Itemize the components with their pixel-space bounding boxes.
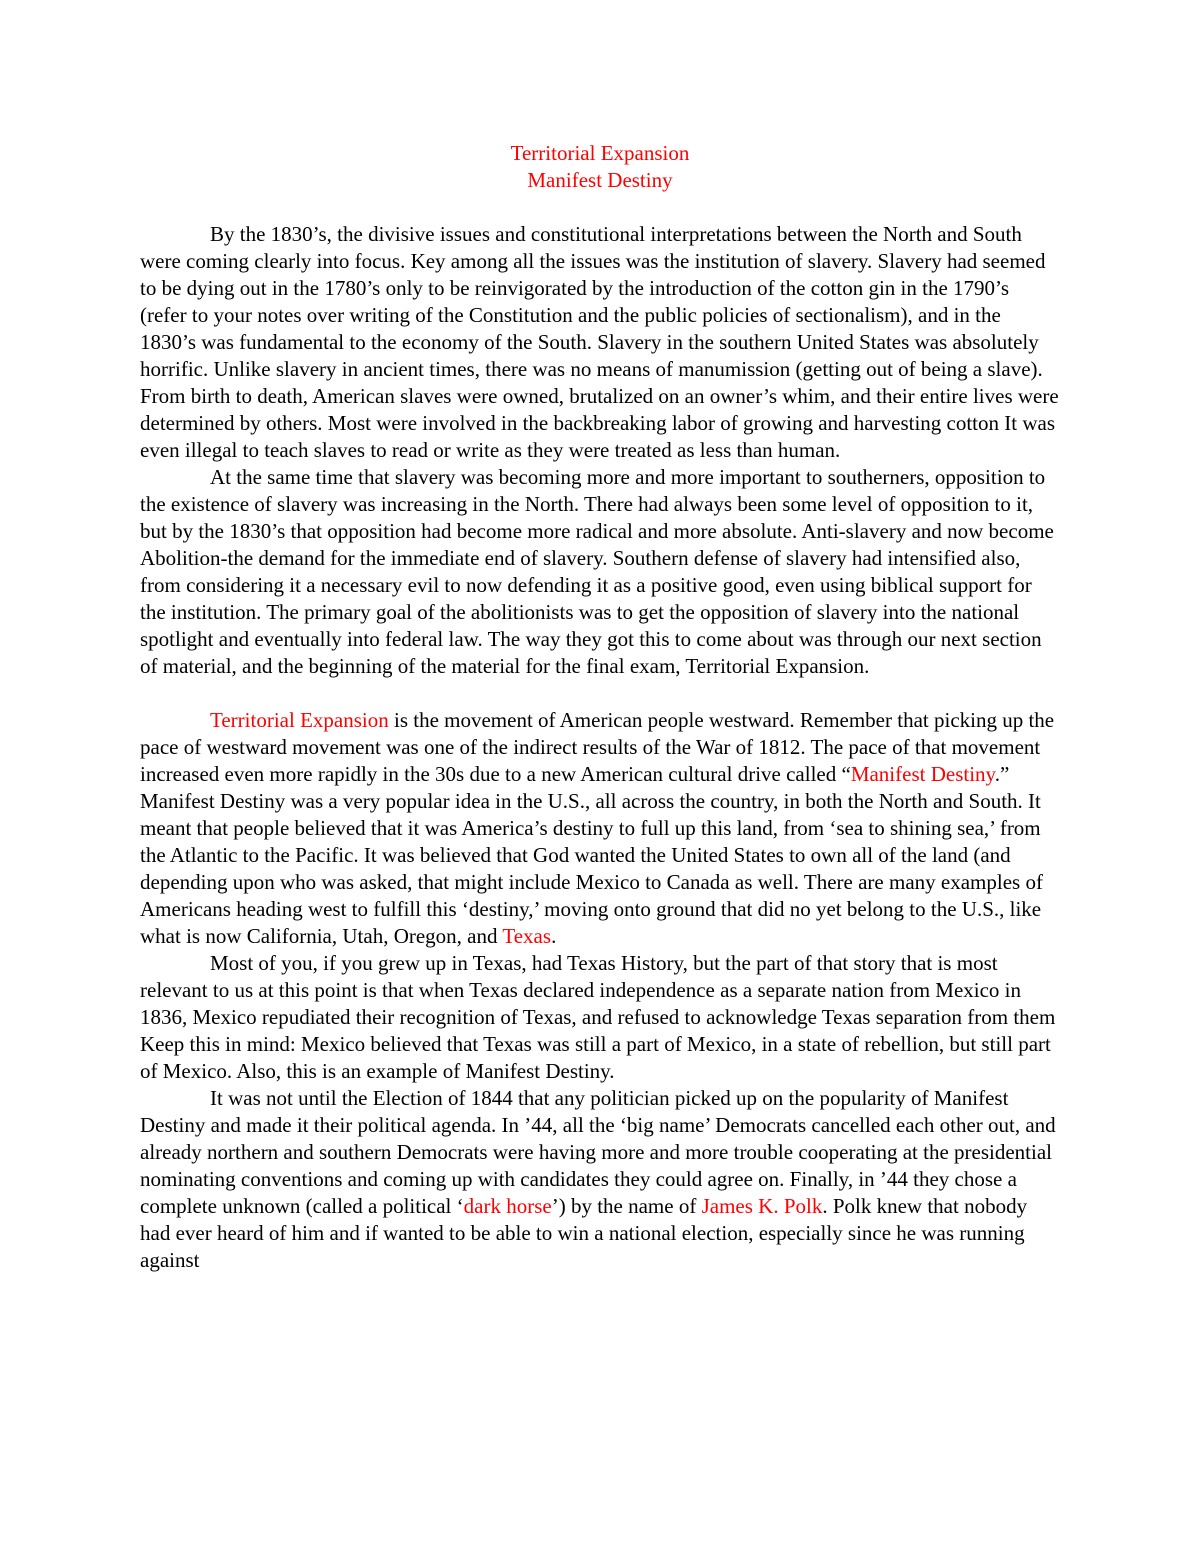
paragraph-p3 [140, 707, 1060, 950]
highlighted-term: Texas [502, 924, 552, 948]
paragraph-text: At the same time that slavery was becoming more and more important to southerners, opposition to the existence of slavery was increasing in the North. There had always been some level of opposition to it, but by the 1830’s that opposition had become more radical and more absolute. Anti-slavery and now become Abolition-the demand for the immediate end of slavery. Southern defense of slavery had intensified also, from considering it a necessary evil to now defending it as a positive good, even using biblical support for the institution. The primary goal of the abolitionists was to get the opposition of slavery into the national spotlight and eventually into federal law. The way they got this to come about was through our next section of material, and the beginning of the material for the final exam, Territorial Expansion. [140, 465, 1054, 678]
paragraph-text: It was not until the Election of 1844 that any politician picked up on the popularity of Manifest Destiny and made it their political agenda. In ’44, all the ‘big name’ Democrats cancelled each other out, and already northern and southern Democrats were having more and more trouble cooperating at the presidential nominating conventions and coming up with candidates they could agree on. Finally, in ’44 they chose a complete unknown (called a political ‘ [140, 1086, 1056, 1218]
paragraph-text: By the 1830’s, the divisive issues and constitutional interpretations between the North and South were coming clearly into focus. Key among all the issues was the institution of slavery. Slavery had seemed to be dying out in the 1780’s only to be reinvigorated by the introduction of the cotton gin in the 1790’s (refer to your notes over writing of the Constitution and the public policies of sectionalism), and in the 1830’s was fundamental to the economy of the South. Slavery in the southern United States was absolutely horrific. Unlike slavery in ancient times, there was no means of manumission (getting out of being a slave). From birth to death, American slaves were owned, brutalized on an owner’s whim, and their entire lives were determined by others. Most were involved in the backbreaking labor of growing and harvesting cotton It was even illegal to teach slaves to read or write as they were treated as less than human. [140, 222, 1059, 462]
paragraph-p2 [140, 464, 1060, 680]
highlighted-term: dark horse [463, 1194, 552, 1218]
highlighted-term: James K. Polk [701, 1194, 823, 1218]
document-body [140, 221, 1060, 1274]
paragraph-text: Most of you, if you grew up in Texas, had Texas History, but the part of that story that is most relevant to us at this point is that when Texas declared independence as a separate nation from Mexico in 1836, Mexico repudiated their recognition of Texas, and refused to acknowledge Texas separation from them Keep this in mind: Mexico believed that Texas was still a part of Mexico, in a state of rebellion, but still part of Mexico. Also, this is an example of Manifest Destiny. [140, 951, 1056, 1083]
paragraph-p1 [140, 221, 1060, 464]
paragraph-gap [140, 680, 1060, 707]
title-block [140, 140, 1060, 194]
document-subtitle: Manifest Destiny [527, 168, 673, 192]
document-page [140, 140, 1060, 1274]
paragraph-p5 [140, 1085, 1060, 1274]
paragraph-p4 [140, 950, 1060, 1085]
paragraph-text: is the movement of American people westward. Remember that picking up the pace of westward movement was one of the indirect results of the War of 1812. The pace of that movement increased even more rapidly in the 30s due to a new American cultural drive called “ [140, 708, 1055, 786]
highlighted-term: Territorial Expansion [210, 708, 389, 732]
document-title: Territorial Expansion [510, 141, 690, 165]
paragraph-text: . Polk knew that nobody had ever heard of him and if wanted to be able to win a national election, especially since he was running against [140, 1194, 1028, 1272]
paragraph-text: ’) by the name of [551, 1194, 702, 1218]
paragraph-text: . [551, 924, 557, 948]
highlighted-term: Manifest Destiny [850, 762, 995, 786]
paragraph-text: .” Manifest Destiny was a very popular idea in the U.S., all across the country, in both the North and South. It meant that people believed that it was America’s destiny to full up this land, from ‘sea to shining sea,’ from the Atlantic to the Pacific. It was believed that God wanted the United States to own all of the land (and depending upon who was asked, that might include Mexico to Canada as well. There are many examples of Americans heading west to fulfill this ‘destiny,’ moving onto ground that did no yet belong to the U.S., like what is now California, Utah, Oregon, and [140, 762, 1043, 948]
